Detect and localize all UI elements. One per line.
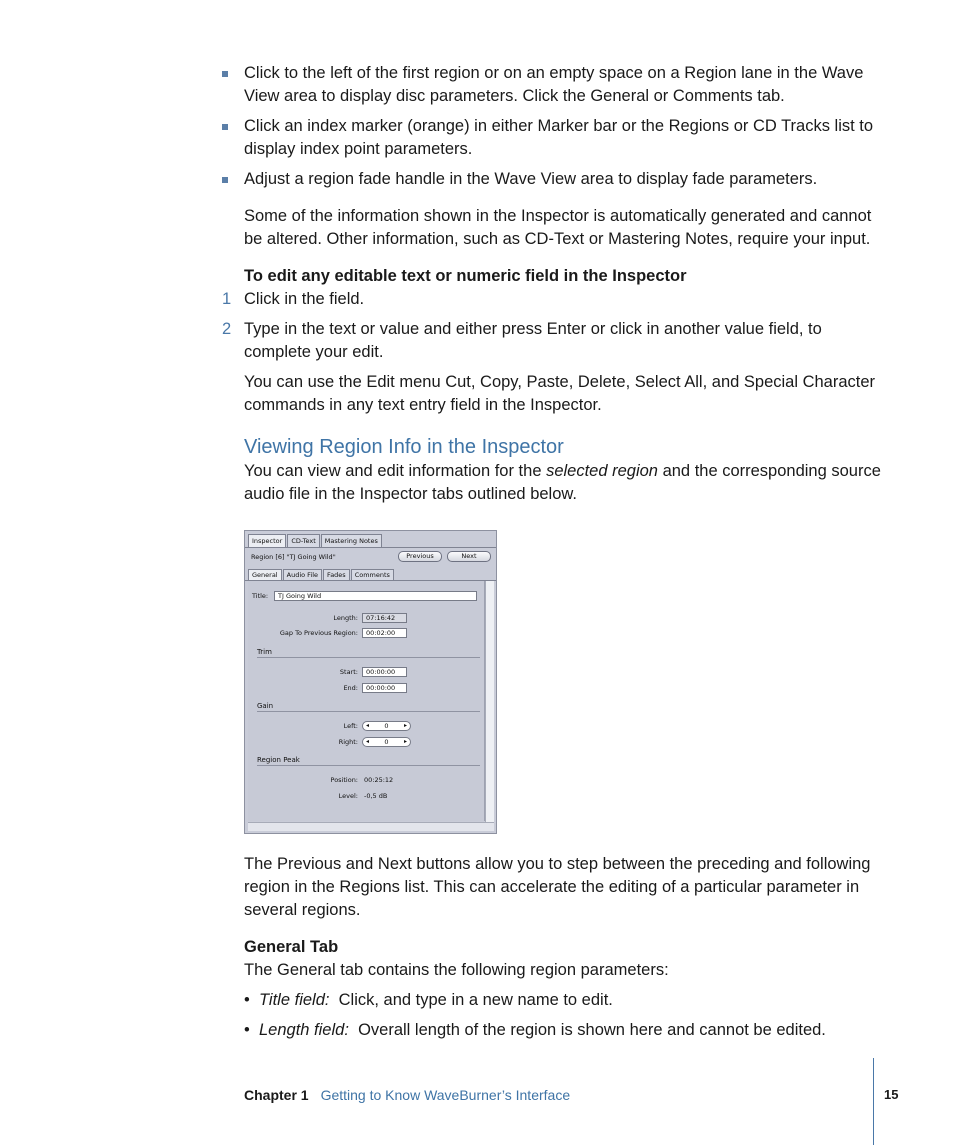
gain-heading: Gain — [257, 702, 480, 712]
tab-cd-text[interactable]: CD-Text — [287, 534, 319, 547]
tab-comments[interactable]: Comments — [351, 569, 394, 581]
region-label: Region [6] "TJ Going Wild" — [251, 553, 336, 561]
intro-text: and the corresponding source audio file in the Inspector tabs outlined below. — [244, 462, 881, 503]
general-tab-heading-text: General Tab — [244, 938, 339, 956]
title-label: Title: — [252, 592, 269, 600]
task-heading: To edit any editable text or numeric field in the Inspector — [244, 267, 687, 285]
dot-bullet: • — [244, 991, 250, 1009]
chapter-title: Getting to Know WaveBurner’s Interface — [320, 1087, 571, 1103]
right-label: Right: — [338, 738, 358, 746]
paragraph: You can use the Edit menu Cut, Copy, Paste, Delete, Select All, and Special Character commands in any text entry field in the Inspector. — [244, 373, 876, 414]
tab-inspector[interactable]: Inspector — [248, 534, 286, 547]
end-label: End: — [343, 684, 358, 692]
decrement-arrow-icon[interactable]: ◂ — [366, 738, 370, 745]
increment-arrow-icon[interactable]: ▸ — [403, 722, 407, 729]
footer-divider — [873, 1058, 874, 1145]
square-bullet-icon — [222, 177, 228, 183]
position-label: Position: — [330, 776, 358, 784]
bullet-text: Adjust a region fade handle in the Wave View area to display fade parameters. — [244, 170, 818, 188]
bullet-item — [244, 62, 884, 108]
intro-text: You can view and edit information for the — [244, 462, 547, 480]
general-panel — [248, 581, 485, 821]
tab-general[interactable]: General — [248, 569, 282, 581]
length-field: 07:16:42 — [362, 613, 407, 623]
left-gain-value: 0 — [384, 722, 389, 730]
page-number: 15 — [884, 1087, 899, 1102]
chapter-number: Chapter 1 — [244, 1087, 309, 1103]
end-field[interactable]: 00:00:00 — [362, 683, 407, 693]
right-gain-stepper[interactable] — [362, 737, 411, 747]
general-tab-intro: The General tab contains the following region parameters: — [244, 961, 669, 979]
footer-chapter — [244, 1086, 570, 1104]
step-number: 1 — [222, 290, 232, 308]
definition-description: Click, and type in a new name to edit. — [338, 991, 613, 1009]
dot-bullet: • — [244, 1021, 250, 1039]
general-tab-heading — [244, 936, 884, 959]
intro-emphasis: selected region — [546, 462, 658, 480]
tab-audio-file[interactable]: Audio File — [283, 569, 322, 581]
bullet-item — [244, 115, 884, 161]
paragraph: The Previous and Next buttons allow you to step between the preceding and following region in the Regions list. This can accelerate the editing of a particular parameter in several regions. — [244, 855, 871, 919]
gap-label: Gap To Previous Region: — [279, 629, 358, 637]
bullet-text: Click to the left of the first region or on an empty space on a Region lane in the Wave View area to display disc parameters. Click the General or Comments tab. — [244, 64, 864, 105]
length-label: Length: — [333, 614, 358, 622]
square-bullet-icon — [222, 71, 228, 77]
region-peak-heading: Region Peak — [257, 756, 480, 766]
next-button[interactable]: Next — [447, 551, 491, 562]
step-item — [222, 318, 884, 364]
paragraph: Some of the information shown in the Inspector is automatically generated and cannot be altered. Other information, such as CD-Text or Mastering Notes, require your input. — [244, 207, 872, 248]
position-value: 00:25:12 — [364, 776, 394, 784]
step-text: Type in the text or value and either press Enter or click in another value field, to complete your edit. — [244, 320, 822, 361]
start-field[interactable]: 00:00:00 — [362, 667, 407, 677]
level-label: Level: — [338, 792, 358, 800]
definition-term: Length field: — [259, 1021, 349, 1039]
right-gain-value: 0 — [384, 738, 389, 746]
definition-item — [244, 1019, 879, 1042]
definition-item — [244, 989, 879, 1012]
start-label: Start: — [339, 668, 358, 676]
previous-button[interactable]: Previous — [398, 551, 442, 562]
left-label: Left: — [343, 722, 358, 730]
level-value: -0,5 dB — [364, 792, 388, 800]
gap-field[interactable]: 00:02:00 — [362, 628, 407, 638]
increment-arrow-icon[interactable]: ▸ — [403, 738, 407, 745]
bullet-text: Click an index marker (orange) in either Marker bar or the Regions or CD Tracks list to display index point parameters. — [244, 117, 874, 158]
decrement-arrow-icon[interactable]: ◂ — [366, 722, 370, 729]
title-field[interactable]: TJ Going Wild — [274, 591, 477, 601]
intro-paragraph — [244, 460, 884, 506]
step-text: Click in the field. — [244, 290, 365, 308]
definition-term: Title field: — [259, 991, 330, 1009]
horizontal-scrollbar[interactable] — [248, 822, 494, 831]
tab-mastering-notes[interactable]: Mastering Notes — [321, 534, 382, 547]
tab-fades[interactable]: Fades — [323, 569, 350, 581]
section-heading: Viewing Region Info in the Inspector — [244, 436, 564, 458]
square-bullet-icon — [222, 124, 228, 130]
left-gain-stepper[interactable] — [362, 721, 411, 731]
inspector-screenshot — [244, 530, 497, 834]
trim-heading: Trim — [257, 648, 480, 658]
bullet-item — [244, 168, 884, 191]
step-item — [222, 288, 884, 311]
vertical-scrollbar[interactable] — [485, 581, 494, 823]
step-number: 2 — [222, 320, 232, 338]
inspector-tabbar — [248, 534, 383, 547]
definition-description: Overall length of the region is shown here and cannot be edited. — [358, 1021, 826, 1039]
